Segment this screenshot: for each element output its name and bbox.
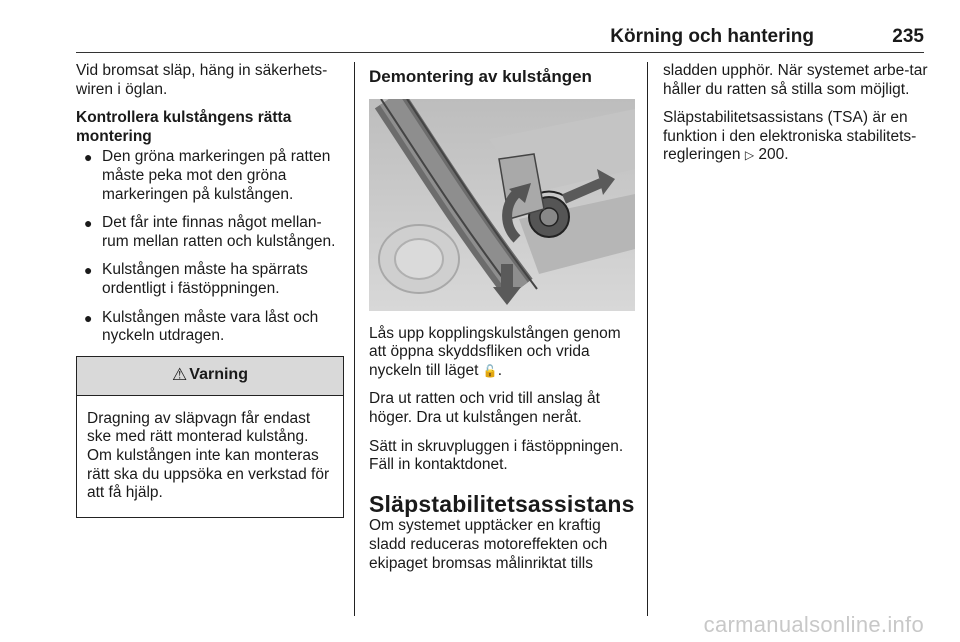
tsa-continued-paragraph: sladden upphör. När systemet arbe-tar håller du ratten så stilla som möjligt.	[663, 62, 928, 98]
page-header	[76, 26, 924, 53]
warning-icon: ⚠	[172, 365, 188, 385]
tsa-esc-paragraph: Släpstabilitetsassistans (TSA) är en funktion i den elektroniska stabilitets-regleringen ▷ 200.	[663, 109, 917, 164]
bullet-icon: ●	[84, 215, 93, 232]
list-item: ● Kulstången måste vara låst och nyckeln utdragen.	[84, 308, 319, 345]
unlock-icon: 🔓	[482, 363, 498, 378]
warning-label: Varning	[189, 366, 248, 384]
page-reference-icon: ▷	[744, 148, 755, 163]
section-heading: Demontering av kulstången	[369, 67, 592, 86]
watermark: carmanualsonline.info	[703, 612, 924, 637]
plug-paragraph: Sätt in skruvpluggen i fästöppningen. Fäll in kontaktdonet.	[369, 437, 624, 474]
column-1	[76, 62, 344, 518]
column-divider-1	[354, 62, 355, 616]
bullet-icon: ●	[84, 309, 93, 326]
column-3	[663, 62, 933, 175]
warning-text: Dragning av släpvagn får endast ske med rätt monterad kulstång. Om kulstången inte kan monteras rätt ska du uppsöka en verkstad för att få hjälp.	[87, 409, 330, 502]
list-item: ● Det får inte finnas något mellan-rum mellan ratten och kulstången.	[84, 214, 336, 250]
list-item: ● Den gröna markeringen på ratten måste peka mot den gröna markeringen på kulstången.	[84, 148, 331, 203]
list-item: ● Kulstången måste ha spärrats ordentligt i fästöppningen.	[84, 261, 308, 297]
bullet-icon: ●	[84, 262, 93, 279]
warning-header	[77, 357, 343, 396]
intro-paragraph: Vid bromsat släp, häng in säkerhets-wiren i öglan.	[76, 62, 328, 98]
page-number: 235	[892, 26, 924, 47]
tsa-section-title: Släpstabilitetsassistans	[369, 490, 635, 517]
unlock-paragraph: Lås upp kopplingskulstången genom att öppna skyddsfliken och vrida nyckeln till läget 🔓.	[369, 324, 621, 379]
check-list	[76, 148, 344, 345]
check-heading: Kontrollera kulstångens rätta montering	[76, 109, 292, 145]
towbar-removal-illustration	[369, 99, 635, 311]
page-reference-link[interactable]: 200.	[758, 146, 789, 164]
warning-box	[76, 356, 344, 518]
column-2	[369, 62, 635, 583]
column-divider-2	[647, 62, 648, 616]
towbar-illustration-svg	[369, 99, 635, 311]
tsa-paragraph: Om systemet upptäcker en kraftig sladd reduceras motoreffekten och ekipaget bromsas målinriktat tills	[369, 517, 608, 572]
pull-paragraph: Dra ut ratten och vrid till anslag åt höger. Dra ut kulstången neråt.	[369, 390, 600, 426]
chapter-title: Körning och hantering	[610, 26, 814, 47]
bullet-icon: ●	[84, 149, 93, 166]
